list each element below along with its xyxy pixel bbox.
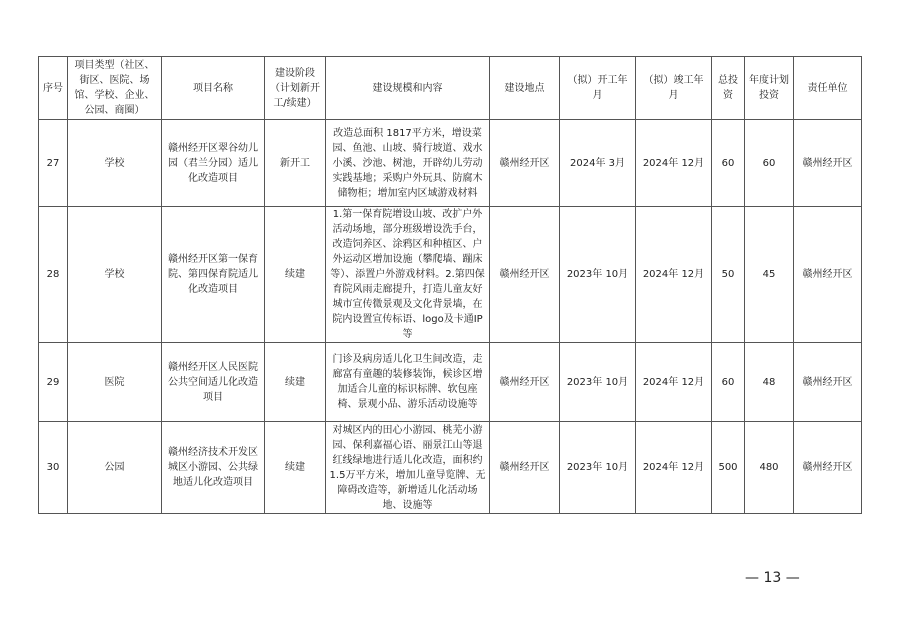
cell-location: 赣州经开区 [490,343,560,422]
header-scope: 建设规模和内容 [326,57,490,120]
cell-annual: 45 [745,207,794,343]
cell-total: 500 [712,422,745,514]
header-stage: 建设阶段（计划新开工/续建） [265,57,326,120]
cell-type: 学校 [68,120,162,207]
cell-total: 60 [712,343,745,422]
cell-stage: 续建 [265,343,326,422]
cell-seq: 29 [39,343,68,422]
header-start: （拟）开工年月 [560,57,636,120]
cell-stage: 新开工 [265,120,326,207]
cell-start: 2024年 3月 [560,120,636,207]
cell-finish: 2024年 12月 [636,120,712,207]
cell-seq: 30 [39,422,68,514]
header-location: 建设地点 [490,57,560,120]
header-total: 总投资 [712,57,745,120]
cell-name: 赣州经开区翠谷幼儿园（君兰分园）适儿化改造项目 [162,120,265,207]
header-annual: 年度计划投资 [745,57,794,120]
cell-location: 赣州经开区 [490,207,560,343]
cell-annual: 480 [745,422,794,514]
cell-finish: 2024年 12月 [636,422,712,514]
cell-unit: 赣州经开区 [794,422,862,514]
cell-scope: 改造总面积 1817平方米，增设菜园、鱼池、山坡、骑行坡道、戏水小溪、沙池、树池，开辟幼儿劳动实践基地；采购户外玩具、防腐木储物柜；增加室内区域游戏材料 [326,120,490,207]
cell-unit: 赣州经开区 [794,343,862,422]
cell-scope: 1.第一保育院增设山坡、改扩户外活动场地，部分班级增设洗手台，改造饲养区、涂鸦区和种植区、户外运动区增加设施（攀爬墙、蹦床等）、添置户外游戏材料。2.第四保育院风雨走廊提升，打造儿童友好城市宣传微景观及文化背景墙，在院内设置宣传标语、logo及卡通IP等 [326,207,490,343]
cell-type: 医院 [68,343,162,422]
header-unit: 责任单位 [794,57,862,120]
header-finish: （拟）竣工年月 [636,57,712,120]
table-row [39,343,862,422]
project-table [38,56,862,514]
header-seq: 序号 [39,57,68,120]
cell-type: 学校 [68,207,162,343]
cell-annual: 48 [745,343,794,422]
cell-stage: 续建 [265,207,326,343]
cell-start: 2023年 10月 [560,207,636,343]
cell-seq: 27 [39,120,68,207]
cell-scope: 门诊及病房适儿化卫生间改造，走廊富有童趣的装修装饰，候诊区增加适合儿童的标识标牌、软包座椅、景观小品、游乐活动设施等 [326,343,490,422]
header-name: 项目名称 [162,57,265,120]
table-row [39,207,862,343]
cell-name: 赣州经开区第一保育院、第四保育院适儿化改造项目 [162,207,265,343]
header-type: 项目类型（社区、街区、医院、场馆、学校、企业、公园、商圈） [68,57,162,120]
cell-start: 2023年 10月 [560,343,636,422]
cell-start: 2023年 10月 [560,422,636,514]
page-number: — 13 — [745,570,800,586]
header-row [39,57,862,120]
cell-total: 50 [712,207,745,343]
cell-location: 赣州经开区 [490,422,560,514]
cell-seq: 28 [39,207,68,343]
cell-stage: 续建 [265,422,326,514]
cell-name: 赣州经济技术开发区城区小游园、公共绿地适儿化改造项目 [162,422,265,514]
cell-finish: 2024年 12月 [636,343,712,422]
cell-name: 赣州经开区人民医院公共空间适儿化改造项目 [162,343,265,422]
cell-annual: 60 [745,120,794,207]
cell-finish: 2024年 12月 [636,207,712,343]
table-row [39,422,862,514]
cell-total: 60 [712,120,745,207]
cell-scope: 对城区内的田心小游园、桃芜小游园、保利嘉福心语、丽景江山等退红线绿地进行适儿化改造，面积约1.5万平方米，增加儿童导览牌、无障碍改造等，新增适儿化活动场地、设施等 [326,422,490,514]
cell-unit: 赣州经开区 [794,120,862,207]
table-row [39,120,862,207]
cell-type: 公园 [68,422,162,514]
cell-unit: 赣州经开区 [794,207,862,343]
cell-location: 赣州经开区 [490,120,560,207]
